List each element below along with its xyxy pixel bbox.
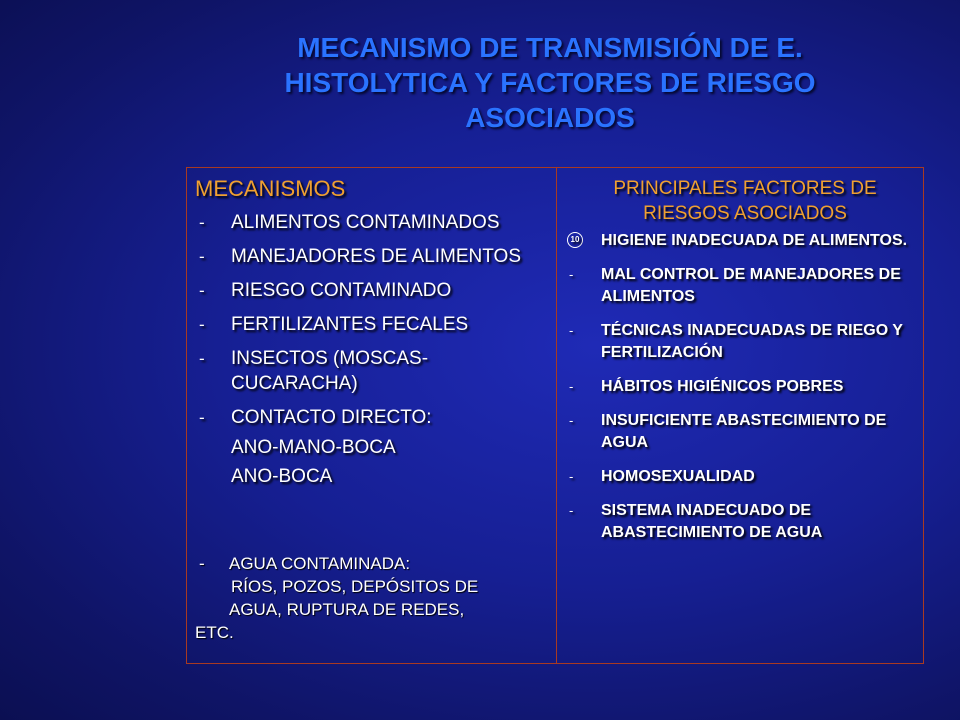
title-line-3: ASOCIADOS (465, 102, 635, 133)
list-item (195, 312, 547, 337)
dash-marker: - (569, 469, 574, 484)
item-text: TÉCNICAS INADECUADAS DE RIEGO Y FERTILIZACIÓN (601, 322, 903, 361)
title-line-1: MECANISMO DE TRANSMISIÓN DE E. (297, 32, 803, 63)
list-item (195, 278, 547, 303)
slide-title (190, 30, 910, 135)
item-text: HIGIENE INADECUADA DE ALIMENTOS. (601, 232, 908, 249)
dash-marker: - (199, 554, 205, 573)
title-line-2: HISTOLYTICA Y FACTORES DE RIESGO (284, 67, 816, 98)
dash-marker: - (199, 315, 205, 334)
list-item (565, 230, 917, 252)
item-text: FERTILIZANTES FECALES (231, 314, 469, 335)
dash-marker: - (199, 408, 205, 427)
item-text: SISTEMA INADECUADO DE ABASTECIMIENTO DE AGUA (601, 502, 823, 541)
dash-marker: - (569, 323, 574, 338)
contact-sub-2: ANO-BOCA (231, 466, 333, 487)
list-item (195, 244, 547, 269)
item-text: ALIMENTOS CONTAMINADOS (231, 212, 500, 233)
water-item (195, 552, 547, 644)
risk-factors-column (565, 176, 917, 556)
risk-factors-heading: PRINCIPALES FACTORES DE RIESGOS ASOCIADOS (613, 178, 877, 224)
item-text: RIESGO CONTAMINADO (231, 280, 452, 301)
water-line-4: ETC. (195, 623, 234, 642)
list-item (565, 466, 917, 488)
contact-sub-1: ANO-MANO-BOCA (231, 437, 396, 458)
list-item (195, 405, 547, 489)
dash-marker: - (199, 349, 205, 368)
list-item (565, 320, 917, 364)
list-item (565, 500, 917, 544)
item-text: INSUFICIENTE ABASTECIMIENTO DE AGUA (601, 412, 887, 451)
water-text-1: AGUA CONTAMINADA: (229, 554, 411, 573)
water-line-1 (195, 552, 547, 575)
item-text: HOMOSEXUALIDAD (601, 468, 755, 485)
water-line-2: RÍOS, POZOS, DEPÓSITOS DE (231, 577, 479, 596)
mechanisms-column (195, 176, 547, 498)
dash-marker: - (569, 267, 574, 282)
list-item (195, 346, 547, 396)
numbered-bullet-icon: 10 (567, 232, 583, 248)
water-line-3: AGUA, RUPTURA DE REDES, (229, 600, 465, 619)
item-text: HÁBITOS HIGIÉNICOS POBRES (601, 378, 844, 395)
list-item (565, 410, 917, 454)
dash-marker: - (569, 413, 574, 428)
mechanisms-list (195, 210, 547, 489)
dash-marker: - (569, 503, 574, 518)
dash-marker: - (199, 247, 205, 266)
content-table (186, 167, 924, 664)
list-item (195, 210, 547, 235)
dash-marker: - (199, 281, 205, 300)
mechanisms-heading: MECANISMOS (195, 176, 346, 201)
dash-marker: - (199, 213, 205, 232)
item-text: CONTACTO DIRECTO: (231, 407, 432, 428)
item-text: MANEJADORES DE ALIMENTOS (231, 246, 521, 267)
column-divider (556, 168, 557, 663)
list-item (565, 264, 917, 308)
list-item (565, 376, 917, 398)
item-text: MAL CONTROL DE MANEJADORES DE ALIMENTOS (601, 266, 901, 305)
item-text: INSECTOS (MOSCAS-CUCARACHA) (231, 348, 429, 394)
dash-marker: - (569, 379, 574, 394)
risk-factors-list (565, 230, 917, 544)
